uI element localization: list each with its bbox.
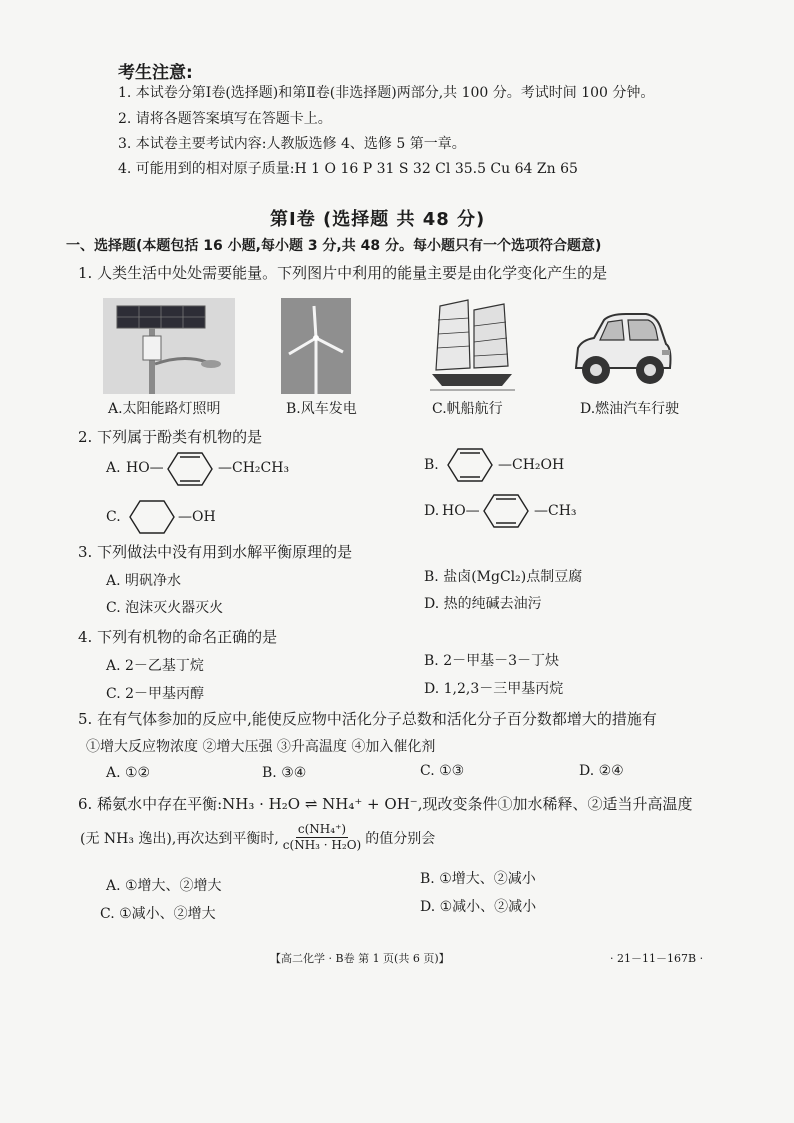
- notice-item-4: 4. 可能用到的相对原子质量:H 1 O 16 P 31 S 32 Cl 35.5 Cu 64 Zn 65: [118, 161, 578, 177]
- q2-option-c-label: C.: [106, 509, 121, 525]
- q2-option-a-label: A.: [106, 460, 121, 476]
- solar-street-light-image: [103, 298, 235, 394]
- q6-line-2: [80, 822, 435, 853]
- car-image: [570, 312, 674, 390]
- cyclohexadiene-ring-d: [476, 492, 536, 530]
- q2-option-d-label: D.: [424, 503, 440, 519]
- q1-option-d: D.燃油汽车行驶: [580, 401, 680, 417]
- footer-page-info: 【高二化学 · B卷 第 1 页(共 6 页)】: [270, 952, 450, 965]
- q6-line-2-post: 的值分别会: [365, 830, 436, 847]
- q2-option-b-label: B.: [424, 457, 439, 473]
- q6-stem: 6. 稀氨水中存在平衡:NH₃ · H₂O ⇌ NH₄⁺ + OH⁻,现改变条件①加水稀释、②适当升高温度: [78, 795, 693, 813]
- q4-option-c: C. 2－甲基丙醇: [106, 686, 205, 702]
- q3-option-a: A. 明矾净水: [106, 573, 182, 589]
- q1-option-b: B.风车发电: [286, 401, 357, 417]
- q2-option-c-right: —OH: [178, 509, 216, 525]
- q6-option-d: D. ①减小、②减小: [420, 899, 537, 915]
- q6-option-c: C. ①减小、②增大: [100, 906, 216, 922]
- q6-fraction: [281, 822, 363, 853]
- notice-item-3: 3. 本试卷主要考试内容:人教版选修 4、选修 5 第一章。: [118, 136, 466, 152]
- cyclohexane-ring-c: [122, 498, 182, 536]
- q5-option-b: B. ③④: [262, 765, 307, 781]
- q1-option-a: A.太阳能路灯照明: [108, 401, 221, 417]
- q5-stem: 5. 在有气体参加的反应中,能使反应物中活化分子总数和活化分子百分数都增大的措施有: [78, 710, 657, 728]
- section-description: 一、选择题(本题包括 16 小题,每小题 3 分,共 48 分。每小题只有一个选项符合题意): [66, 238, 602, 254]
- notice-title: 考生注意:: [118, 63, 193, 83]
- q3-option-c: C. 泡沫灭火器灭火: [106, 600, 224, 616]
- q2-option-a-right: —CH₂CH₃: [218, 460, 290, 476]
- q4-option-a: A. 2－乙基丁烷: [106, 658, 204, 674]
- q3-stem: 3. 下列做法中没有用到水解平衡原理的是: [78, 543, 353, 561]
- q4-stem: 4. 下列有机物的命名正确的是: [78, 628, 278, 646]
- q1-stem: 1. 人类生活中处处需要能量。下列图片中利用的能量主要是由化学变化产生的是: [78, 264, 608, 282]
- q2-option-d-left: HO—: [442, 503, 480, 519]
- benzene-ring-b: [440, 446, 500, 484]
- notice-item-1: 1. 本试卷分第Ⅰ卷(选择题)和第Ⅱ卷(非选择题)两部分,共 100 分。考试时间 100 分钟。: [118, 85, 655, 101]
- benzene-ring-a: [160, 450, 220, 488]
- notice-item-2: 2. 请将各题答案填写在答题卡上。: [118, 111, 332, 127]
- q3-option-b: B. 盐卤(MgCl₂)点制豆腐: [424, 569, 583, 585]
- q6-line-2-pre: (无 NH₃ 逸出),再次达到平衡时,: [80, 830, 279, 847]
- q3-option-d: D. 热的纯碱去油污: [424, 596, 542, 612]
- q2-option-b-right: —CH₂OH: [498, 457, 565, 473]
- q4-option-d: D. 1,2,3－三甲基丙烷: [424, 681, 564, 697]
- q1-option-c: C.帆船航行: [432, 401, 503, 417]
- q6-fraction-numerator: c(NH₄⁺): [297, 822, 347, 836]
- q6-option-b: B. ①增大、②减小: [420, 871, 536, 887]
- section-title: 第Ⅰ卷 (选择题 共 48 分): [270, 209, 486, 230]
- q6-fraction-denominator: c(NH₃ · H₂O): [282, 838, 362, 852]
- q5-measures: ①增大反应物浓度 ②增大压强 ③升高温度 ④加入催化剂: [86, 739, 436, 755]
- q4-option-b: B. 2－甲基－3－丁炔: [424, 653, 560, 669]
- windmill-image: [281, 298, 351, 394]
- q6-option-a: A. ①增大、②增大: [106, 878, 222, 894]
- q2-stem: 2. 下列属于酚类有机物的是: [78, 428, 263, 446]
- sailboat-image: [430, 296, 515, 394]
- q5-option-d: D. ②④: [579, 763, 624, 779]
- q5-option-a: A. ①②: [106, 765, 151, 781]
- q5-option-c: C. ①③: [420, 763, 465, 779]
- q2-option-a-left: HO—: [126, 460, 164, 476]
- q2-option-d-right: —CH₃: [534, 503, 577, 519]
- footer-code: · 21－11－167B ·: [610, 952, 704, 965]
